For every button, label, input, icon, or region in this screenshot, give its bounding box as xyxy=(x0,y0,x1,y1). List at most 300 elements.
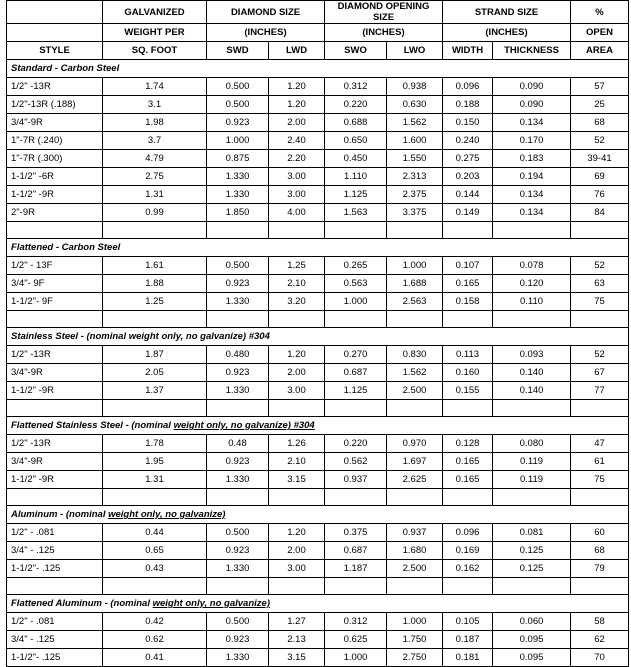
table-row xyxy=(7,204,629,222)
swo-cell: 1.110 xyxy=(325,168,387,186)
lwd-cell: 1.20 xyxy=(269,96,325,114)
thickness-cell: 0.183 xyxy=(493,150,571,168)
style-cell: 1/2" - .081 xyxy=(7,613,103,631)
header-lwd: LWD xyxy=(269,42,325,60)
weight-cell: 1.31 xyxy=(103,186,207,204)
weight-cell: 0.41 xyxy=(103,649,207,667)
thickness-cell: 0.170 xyxy=(493,132,571,150)
width-cell: 0.155 xyxy=(443,382,493,400)
swd-cell: 0.923 xyxy=(207,364,269,382)
section-title-underlined-text: weight only, no galvanize) xyxy=(152,598,270,609)
thickness-cell: 0.078 xyxy=(493,257,571,275)
spacer-cell xyxy=(269,489,325,506)
weight-cell: 1.78 xyxy=(103,435,207,453)
weight-cell: 4.79 xyxy=(103,150,207,168)
weight-cell: 0.65 xyxy=(103,542,207,560)
swd-cell: 0.923 xyxy=(207,114,269,132)
swo-cell: 0.220 xyxy=(325,96,387,114)
lwd-cell: 2.00 xyxy=(269,364,325,382)
swd-cell: 0.500 xyxy=(207,257,269,275)
spacer-cell xyxy=(207,400,269,417)
lwo-cell: 0.830 xyxy=(387,346,443,364)
weight-cell: 3.1 xyxy=(103,96,207,114)
header-width: WIDTH xyxy=(443,42,493,60)
section-header-row xyxy=(7,328,629,346)
style-cell: 1-1/2"- .125 xyxy=(7,649,103,667)
width-cell: 0.188 xyxy=(443,96,493,114)
width-cell: 0.150 xyxy=(443,114,493,132)
weight-cell: 1.31 xyxy=(103,471,207,489)
swo-cell: 0.312 xyxy=(325,613,387,631)
spacer-cell xyxy=(571,489,629,506)
swd-cell: 1.330 xyxy=(207,186,269,204)
table-row xyxy=(7,132,629,150)
thickness-cell: 0.134 xyxy=(493,114,571,132)
open-area-cell: 68 xyxy=(571,114,629,132)
weight-cell: 0.43 xyxy=(103,560,207,578)
spacer-row xyxy=(7,311,629,328)
width-cell: 0.144 xyxy=(443,186,493,204)
section-header-row xyxy=(7,595,629,613)
weight-cell: 0.42 xyxy=(103,613,207,631)
open-area-cell: 61 xyxy=(571,453,629,471)
lwo-cell: 2.313 xyxy=(387,168,443,186)
lwo-cell: 3.375 xyxy=(387,204,443,222)
lwo-cell: 2.750 xyxy=(387,649,443,667)
swo-cell: 0.220 xyxy=(325,435,387,453)
weight-cell: 2.75 xyxy=(103,168,207,186)
style-cell: 3/4"- 9F xyxy=(7,275,103,293)
style-cell: 1-1/2" -9R xyxy=(7,471,103,489)
open-area-cell: 47 xyxy=(571,435,629,453)
swo-cell: 0.265 xyxy=(325,257,387,275)
width-cell: 0.096 xyxy=(443,78,493,96)
lwd-cell: 2.10 xyxy=(269,453,325,471)
table-body xyxy=(7,60,629,667)
thickness-cell: 0.090 xyxy=(493,78,571,96)
spacer-cell xyxy=(493,578,571,595)
open-area-cell: 52 xyxy=(571,346,629,364)
header-lwo: LWO xyxy=(387,42,443,60)
lwd-cell: 1.27 xyxy=(269,613,325,631)
swo-cell: 0.563 xyxy=(325,275,387,293)
lwd-cell: 1.20 xyxy=(269,78,325,96)
weight-cell: 1.37 xyxy=(103,382,207,400)
spacer-cell xyxy=(493,311,571,328)
lwo-cell: 1.562 xyxy=(387,114,443,132)
table-row xyxy=(7,96,629,114)
open-area-cell: 76 xyxy=(571,186,629,204)
header-open: OPEN xyxy=(571,24,629,42)
open-area-cell: 58 xyxy=(571,613,629,631)
thickness-cell: 0.140 xyxy=(493,364,571,382)
open-area-cell: 52 xyxy=(571,257,629,275)
spacer-cell xyxy=(7,311,103,328)
open-area-cell: 75 xyxy=(571,293,629,311)
lwo-cell: 1.680 xyxy=(387,542,443,560)
open-area-cell: 25 xyxy=(571,96,629,114)
thickness-cell: 0.095 xyxy=(493,631,571,649)
style-cell: 1-1/2"- .125 xyxy=(7,560,103,578)
header-swd: SWD xyxy=(207,42,269,60)
width-cell: 0.113 xyxy=(443,346,493,364)
spacer-cell xyxy=(7,222,103,239)
width-cell: 0.162 xyxy=(443,560,493,578)
spacer-cell xyxy=(103,311,207,328)
weight-cell: 1.25 xyxy=(103,293,207,311)
width-cell: 0.165 xyxy=(443,275,493,293)
width-cell: 0.105 xyxy=(443,613,493,631)
thickness-cell: 0.060 xyxy=(493,613,571,631)
header-area: AREA xyxy=(571,42,629,60)
swo-cell: 1.000 xyxy=(325,649,387,667)
spacer-row xyxy=(7,489,629,506)
open-area-cell: 39-41 xyxy=(571,150,629,168)
section-header-row xyxy=(7,506,629,524)
swd-cell: 0.500 xyxy=(207,78,269,96)
spacer-cell xyxy=(7,578,103,595)
table-row xyxy=(7,346,629,364)
spacer-cell xyxy=(493,489,571,506)
spacer-cell xyxy=(387,400,443,417)
header-galvanized: GALVANIZED xyxy=(103,1,207,24)
lwo-cell: 1.000 xyxy=(387,257,443,275)
section-title-text: Standard - Carbon Steel xyxy=(11,63,120,74)
spacer-cell xyxy=(325,578,387,595)
section-title xyxy=(7,60,629,78)
spacer-cell xyxy=(387,489,443,506)
swo-cell: 0.625 xyxy=(325,631,387,649)
thickness-cell: 0.080 xyxy=(493,435,571,453)
swo-cell: 1.000 xyxy=(325,293,387,311)
swo-cell: 1.187 xyxy=(325,560,387,578)
swd-cell: 1.330 xyxy=(207,649,269,667)
lwo-cell: 1.562 xyxy=(387,364,443,382)
width-cell: 0.203 xyxy=(443,168,493,186)
lwd-cell: 3.00 xyxy=(269,168,325,186)
open-area-cell: 63 xyxy=(571,275,629,293)
swd-cell: 1.330 xyxy=(207,168,269,186)
weight-cell: 1.61 xyxy=(103,257,207,275)
table-row xyxy=(7,542,629,560)
lwd-cell: 1.20 xyxy=(269,524,325,542)
spacer-cell xyxy=(7,400,103,417)
weight-cell: 1.74 xyxy=(103,78,207,96)
swd-cell: 0.923 xyxy=(207,275,269,293)
thickness-cell: 0.120 xyxy=(493,275,571,293)
swd-cell: 0.923 xyxy=(207,631,269,649)
swd-cell: 0.923 xyxy=(207,542,269,560)
spacer-cell xyxy=(207,489,269,506)
weight-cell: 1.87 xyxy=(103,346,207,364)
lwo-cell: 2.625 xyxy=(387,471,443,489)
weight-cell: 1.88 xyxy=(103,275,207,293)
section-title-text: Flattened - Carbon Steel xyxy=(11,242,121,253)
thickness-cell: 0.134 xyxy=(493,204,571,222)
table-row xyxy=(7,453,629,471)
spacer-cell xyxy=(269,578,325,595)
spacer-cell xyxy=(7,489,103,506)
style-cell: 1"-7R (.240) xyxy=(7,132,103,150)
thickness-cell: 0.194 xyxy=(493,168,571,186)
spacer-cell xyxy=(571,311,629,328)
lwd-cell: 3.15 xyxy=(269,471,325,489)
weight-cell: 2.05 xyxy=(103,364,207,382)
swd-cell: 0.923 xyxy=(207,453,269,471)
open-area-cell: 57 xyxy=(571,78,629,96)
weight-cell: 0.44 xyxy=(103,524,207,542)
swd-cell: 0.500 xyxy=(207,613,269,631)
lwo-cell: 1.750 xyxy=(387,631,443,649)
swo-cell: 0.688 xyxy=(325,114,387,132)
header-diamond-opening-line1: DIAMOND OPENING xyxy=(337,1,430,12)
table-row xyxy=(7,435,629,453)
thickness-cell: 0.134 xyxy=(493,186,571,204)
lwd-cell: 3.20 xyxy=(269,293,325,311)
section-title-underlined-text: weight only, no galvanize) #304 xyxy=(173,420,315,431)
width-cell: 0.128 xyxy=(443,435,493,453)
open-area-cell: 60 xyxy=(571,524,629,542)
spacer-cell xyxy=(207,222,269,239)
table-row xyxy=(7,150,629,168)
spacer-row xyxy=(7,222,629,239)
open-area-cell: 68 xyxy=(571,542,629,560)
style-cell: 2"-9R xyxy=(7,204,103,222)
spacer-cell xyxy=(571,578,629,595)
lwd-cell: 2.40 xyxy=(269,132,325,150)
spacer-cell xyxy=(103,400,207,417)
style-cell: 1/2"-13R (.188) xyxy=(7,96,103,114)
lwo-cell: 2.563 xyxy=(387,293,443,311)
spacer-cell xyxy=(387,222,443,239)
open-area-cell: 67 xyxy=(571,364,629,382)
width-cell: 0.165 xyxy=(443,471,493,489)
spacer-cell xyxy=(493,222,571,239)
width-cell: 0.275 xyxy=(443,150,493,168)
header-diamond-opening xyxy=(325,1,443,24)
spacer-cell xyxy=(443,311,493,328)
open-area-cell: 75 xyxy=(571,471,629,489)
style-cell: 3/4"-9R xyxy=(7,364,103,382)
style-cell: 1/2" -13R xyxy=(7,78,103,96)
open-area-cell: 84 xyxy=(571,204,629,222)
weight-cell: 1.98 xyxy=(103,114,207,132)
spacer-cell xyxy=(103,222,207,239)
swd-cell: 1.330 xyxy=(207,471,269,489)
spacer-cell xyxy=(325,222,387,239)
lwd-cell: 2.20 xyxy=(269,150,325,168)
spacer-cell xyxy=(443,222,493,239)
style-cell: 1-1/2" -9R xyxy=(7,186,103,204)
style-cell: 1/2" -13R xyxy=(7,346,103,364)
style-cell: 3/4"-9R xyxy=(7,114,103,132)
swd-cell: 1.850 xyxy=(207,204,269,222)
lwd-cell: 4.00 xyxy=(269,204,325,222)
width-cell: 0.187 xyxy=(443,631,493,649)
swo-cell: 1.125 xyxy=(325,382,387,400)
header-style-blank xyxy=(7,1,103,24)
lwo-cell: 1.000 xyxy=(387,613,443,631)
thickness-cell: 0.140 xyxy=(493,382,571,400)
header-swo: SWO xyxy=(325,42,387,60)
style-cell: 3/4"-9R xyxy=(7,453,103,471)
table-row xyxy=(7,471,629,489)
open-area-cell: 77 xyxy=(571,382,629,400)
spacer-cell xyxy=(387,578,443,595)
header-percent: % xyxy=(571,1,629,24)
spacer-cell xyxy=(325,311,387,328)
lwd-cell: 1.25 xyxy=(269,257,325,275)
header-diamond-size: DIAMOND SIZE xyxy=(207,1,325,24)
header-diamond-size-units: (INCHES) xyxy=(207,24,325,42)
lwd-cell: 2.10 xyxy=(269,275,325,293)
lwd-cell: 1.20 xyxy=(269,346,325,364)
header-style-blank-2 xyxy=(7,24,103,42)
swo-cell: 0.312 xyxy=(325,78,387,96)
table-row xyxy=(7,649,629,667)
lwd-cell: 2.13 xyxy=(269,631,325,649)
swo-cell: 0.375 xyxy=(325,524,387,542)
style-cell: 3/4" - .125 xyxy=(7,542,103,560)
table-row xyxy=(7,257,629,275)
swo-cell: 0.650 xyxy=(325,132,387,150)
width-cell: 0.160 xyxy=(443,364,493,382)
header-thickness: THICKNESS xyxy=(493,42,571,60)
thickness-cell: 0.125 xyxy=(493,542,571,560)
swd-cell: 1.330 xyxy=(207,560,269,578)
style-cell: 1/2" - .081 xyxy=(7,524,103,542)
table-row xyxy=(7,114,629,132)
section-title xyxy=(7,506,629,524)
weight-cell: 1.95 xyxy=(103,453,207,471)
spacer-cell xyxy=(269,222,325,239)
swd-cell: 0.48 xyxy=(207,435,269,453)
width-cell: 0.165 xyxy=(443,453,493,471)
thickness-cell: 0.125 xyxy=(493,560,571,578)
spacer-cell xyxy=(103,489,207,506)
weight-cell: 0.99 xyxy=(103,204,207,222)
thickness-cell: 0.095 xyxy=(493,649,571,667)
header-sq-foot: SQ. FOOT xyxy=(103,42,207,60)
spacer-cell xyxy=(325,489,387,506)
lwd-cell: 3.00 xyxy=(269,186,325,204)
section-title-text: Flattened Aluminum - (nominal xyxy=(11,598,153,609)
section-title xyxy=(7,328,629,346)
width-cell: 0.149 xyxy=(443,204,493,222)
header-strand-size-units: (INCHES) xyxy=(443,24,571,42)
table-row xyxy=(7,186,629,204)
lwd-cell: 1.26 xyxy=(269,435,325,453)
thickness-cell: 0.081 xyxy=(493,524,571,542)
lwd-cell: 2.00 xyxy=(269,542,325,560)
spacer-cell xyxy=(103,578,207,595)
style-cell: 1-1/2"- 9F xyxy=(7,293,103,311)
thickness-cell: 0.093 xyxy=(493,346,571,364)
spacer-row xyxy=(7,578,629,595)
style-cell: 1-1/2" -9R xyxy=(7,382,103,400)
width-cell: 0.096 xyxy=(443,524,493,542)
spacer-row xyxy=(7,400,629,417)
section-title-text: Flattened Stainless Steel - (nominal xyxy=(11,420,174,431)
section-title xyxy=(7,239,629,257)
section-header-row xyxy=(7,60,629,78)
spacer-cell xyxy=(443,489,493,506)
width-cell: 0.158 xyxy=(443,293,493,311)
section-header-row xyxy=(7,239,629,257)
lwo-cell: 1.550 xyxy=(387,150,443,168)
spacer-cell xyxy=(269,311,325,328)
lwd-cell: 3.00 xyxy=(269,382,325,400)
table-row xyxy=(7,524,629,542)
width-cell: 0.181 xyxy=(443,649,493,667)
swd-cell: 0.500 xyxy=(207,96,269,114)
swo-cell: 0.687 xyxy=(325,364,387,382)
spacer-cell xyxy=(207,578,269,595)
style-cell: 1"-7R (.300) xyxy=(7,150,103,168)
header-diamond-opening-line2: SIZE xyxy=(372,12,395,23)
lwd-cell: 2.00 xyxy=(269,114,325,132)
table-row xyxy=(7,275,629,293)
table-row xyxy=(7,364,629,382)
table-row xyxy=(7,78,629,96)
swd-cell: 0.875 xyxy=(207,150,269,168)
header-weight-per: WEIGHT PER xyxy=(103,24,207,42)
spacer-cell xyxy=(325,400,387,417)
table-row xyxy=(7,382,629,400)
spacer-cell xyxy=(443,400,493,417)
lwd-cell: 3.00 xyxy=(269,560,325,578)
swo-cell: 0.937 xyxy=(325,471,387,489)
table-row xyxy=(7,168,629,186)
table-row xyxy=(7,613,629,631)
open-area-cell: 79 xyxy=(571,560,629,578)
lwo-cell: 1.697 xyxy=(387,453,443,471)
style-cell: 3/4" - .125 xyxy=(7,631,103,649)
header-strand-size: STRAND SIZE xyxy=(443,1,571,24)
open-area-cell: 69 xyxy=(571,168,629,186)
spacer-cell xyxy=(571,222,629,239)
thickness-cell: 0.119 xyxy=(493,453,571,471)
table-row xyxy=(7,560,629,578)
weight-cell: 3.7 xyxy=(103,132,207,150)
style-cell: 1/2" - 13F xyxy=(7,257,103,275)
section-title-underlined-text: weight only, no galvanize) xyxy=(108,509,226,520)
swd-cell: 1.330 xyxy=(207,293,269,311)
width-cell: 0.240 xyxy=(443,132,493,150)
spacer-cell xyxy=(571,400,629,417)
swo-cell: 0.450 xyxy=(325,150,387,168)
lwd-cell: 3.15 xyxy=(269,649,325,667)
swd-cell: 0.500 xyxy=(207,524,269,542)
swd-cell: 1.000 xyxy=(207,132,269,150)
weight-cell: 0.62 xyxy=(103,631,207,649)
header-style: STYLE xyxy=(7,42,103,60)
lwo-cell: 2.375 xyxy=(387,186,443,204)
style-cell: 1-1/2" -6R xyxy=(7,168,103,186)
spacer-cell xyxy=(443,578,493,595)
swd-cell: 1.330 xyxy=(207,382,269,400)
section-title-text: Aluminum - (nominal xyxy=(11,509,109,520)
width-cell: 0.169 xyxy=(443,542,493,560)
width-cell: 0.107 xyxy=(443,257,493,275)
open-area-cell: 70 xyxy=(571,649,629,667)
spacer-cell xyxy=(387,311,443,328)
section-title xyxy=(7,417,629,435)
lwo-cell: 1.688 xyxy=(387,275,443,293)
thickness-cell: 0.119 xyxy=(493,471,571,489)
spacer-cell xyxy=(269,400,325,417)
spacer-cell xyxy=(207,311,269,328)
